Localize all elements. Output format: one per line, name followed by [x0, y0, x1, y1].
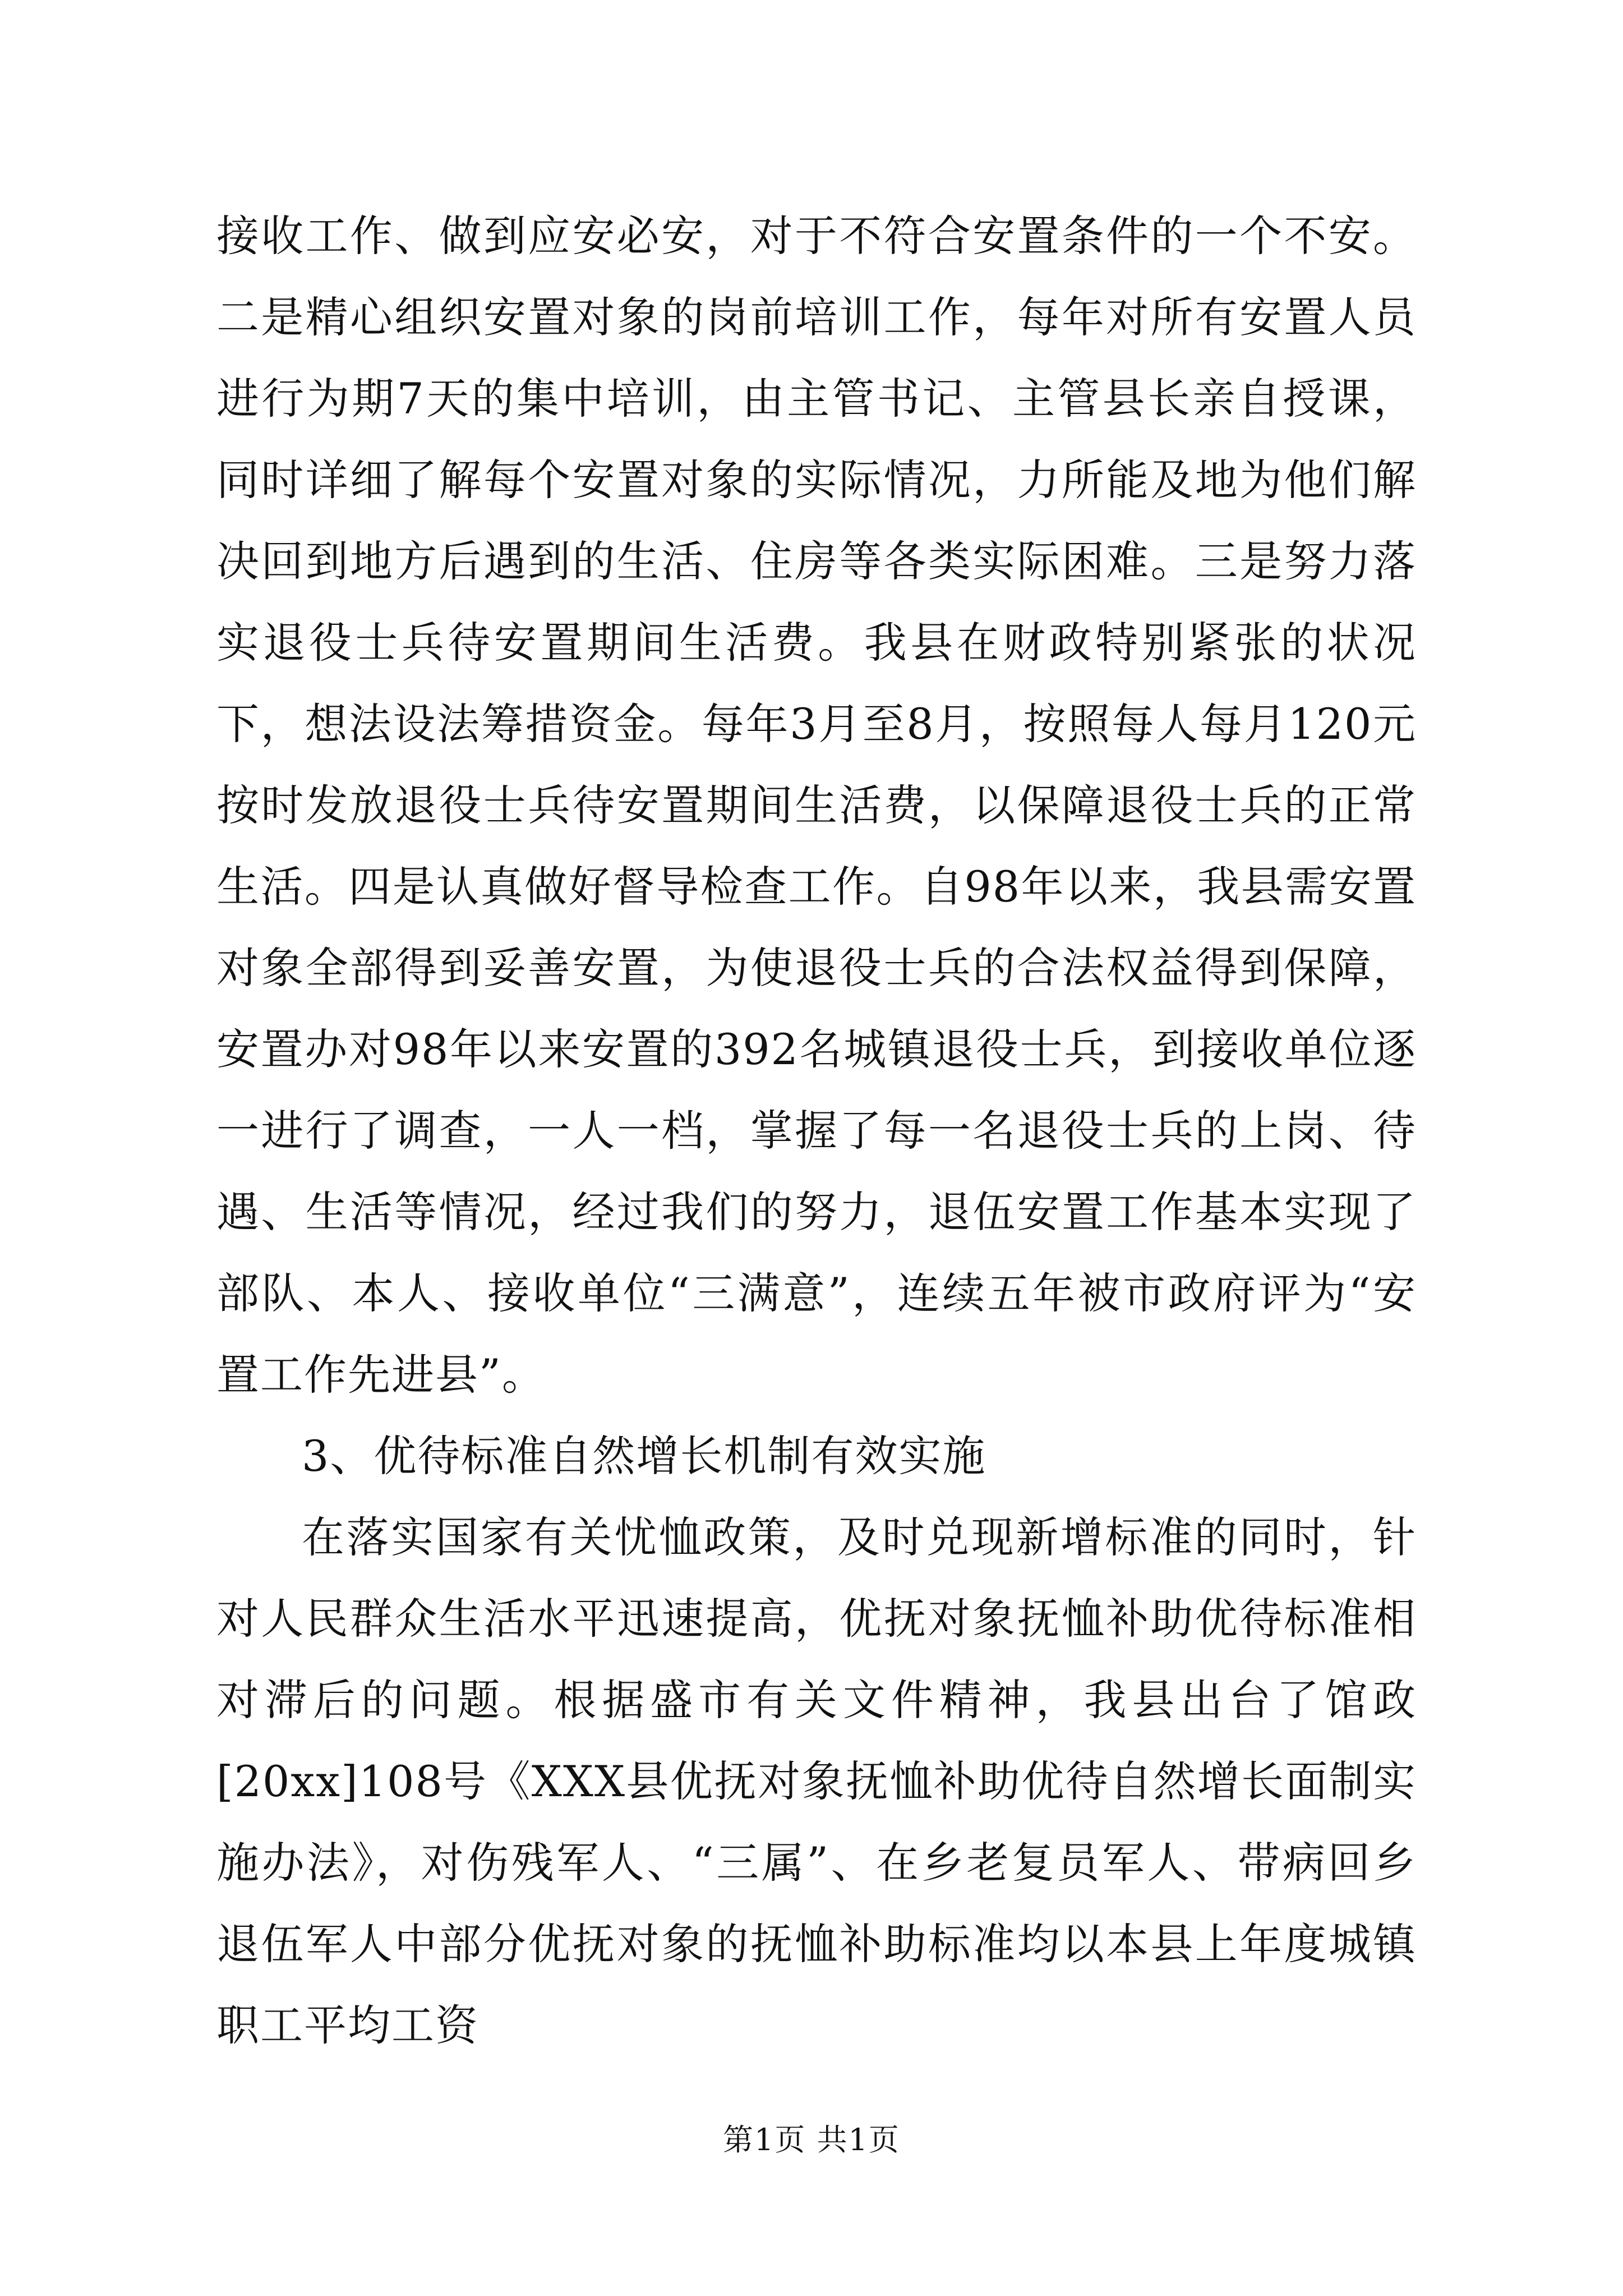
document-body: [216, 195, 1417, 2066]
paragraph-standard-growth: 在落实国家有关忧恤政策，及时兑现新增标准的同时，针对人民群众生活水平迅速提高，优抚对象抚恤补助优待标准相对滞后的问题。根据盛市有关文件精神，我县出台了馆政[20xx]108号《XXX县优抚对象抚恤补助优待自然增长面制实施办法》，对伤残军人、“三属”、在乡老复员军人、带病回乡退伍军人中部分优抚对象的抚恤补助标准均以本县上年度城镇职工平均工资: [216, 1512, 1417, 2050]
section-heading: 3、优待标准自然增长机制有效实施: [302, 1431, 986, 1481]
paragraph-resettlement-work: 接收工作、做到应安必安，对于不符合安置条件的一个不安。二是精心组织安置对象的岗前培训工作，每年对所有安置人员进行为期7天的集中培训，由主管书记、主管县长亲自授课，同时详细了解每个安置对象的实际情况，力所能及地为他们解决回到地方后遇到的生活、住房等各类实际困难。三是努力落实退役士兵待安置期间生活费。我县在财政特别紧张的状况下，想法设法筹措资金。每年3月至8月，按照每人每月120元按时发放退役士兵待安置期间生活费，以保障退役士兵的正常生活。四是认真做好督导检查工作。自98年以来，我县需安置对象全部得到妥善安置，为使退役士兵的合法权益得到保障，安置办对98年以来安置的392名城镇退役士兵，到接收单位逐一进行了调查，一人一档，掌握了每一名退役士兵的上岗、待遇、生活等情况，经过我们的努力，退伍安置工作基本实现了部队、本人、接收单位“三满意”，连续五年被市政府评为“安置工作先进县”。: [216, 211, 1417, 1400]
page-footer: 第1页 共1页: [723, 2122, 900, 2157]
